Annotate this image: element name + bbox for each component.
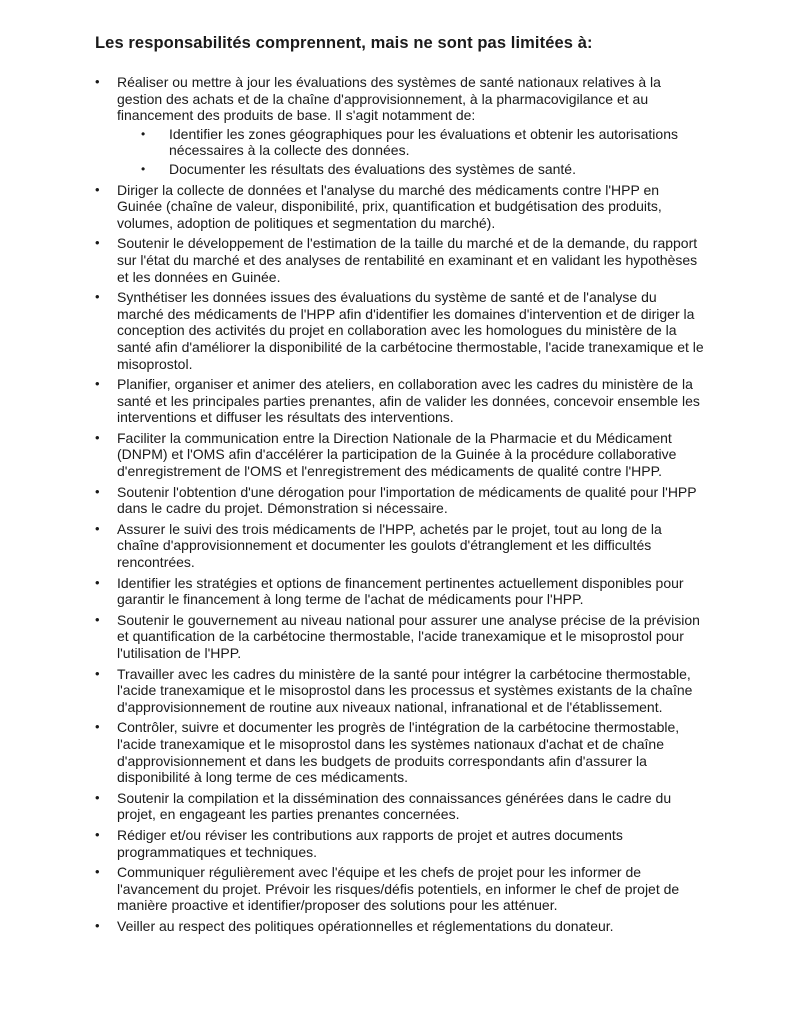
list-item bbox=[95, 484, 705, 517]
list-item-text: Soutenir l'obtention d'une dérogation pour l'importation de médicaments de qualité pour l'HPP dans le cadre du projet. Démonstration si nécessaire. bbox=[117, 483, 697, 517]
sub-list-item-text: Identifier les zones géographiques pour les évaluations et obtenir les autorisations nécessaires à la collecte des données. bbox=[169, 125, 678, 159]
list-item-text: Assurer le suivi des trois médicaments de l'HPP, achetés par le projet, tout au long de la chaîne d'approvisionnement et documenter les goulots d'étranglement et les difficultés rencontrées. bbox=[117, 520, 662, 571]
list-item-text: Contrôler, suivre et documenter les progrès de l'intégration de la carbétocine thermostable, l'acide tranexamique et le misoprostol dans les systèmes nationaux d'achat et de chaîne d'approvisionnement et dans les budgets de produits correspondants afin d'assurer la disponibilité à long terme de ces médicaments. bbox=[117, 719, 680, 786]
list-item bbox=[95, 790, 705, 823]
bullet-icon: • bbox=[95, 289, 100, 305]
list-item-text: Réaliser ou mettre à jour les évaluations des systèmes de santé nationaux relatives à la gestion des achats et de la chaîne d'approvisionnement, à la pharmacovigilance et au financement des produits de base. Il s'agit notamment de: bbox=[117, 74, 661, 124]
list-item bbox=[95, 575, 705, 608]
list-item bbox=[95, 612, 705, 662]
bullet-icon: • bbox=[95, 789, 100, 805]
sub-list-item bbox=[117, 161, 705, 178]
bullet-icon: • bbox=[95, 483, 100, 499]
bullet-icon: • bbox=[95, 235, 100, 251]
bullet-icon: • bbox=[95, 429, 100, 445]
list-item-text: Communiquer régulièrement avec l'équipe et les chefs de projet pour les informer de l'avancement du projet. Prévoir les risques/défis potentiels, en informer le chef de projet de manière proactive et identifier/proposer des solutions pour les atténuer. bbox=[117, 864, 680, 914]
list-item bbox=[95, 666, 705, 716]
bullet-icon: • bbox=[141, 161, 146, 176]
list-item bbox=[95, 864, 705, 914]
list-item-text: Identifier les stratégies et options de financement pertinentes actuellement disponibles pour garantir le financement à long terme de l'achat de médicaments pour l'HPP. bbox=[117, 574, 684, 608]
bullet-icon: • bbox=[95, 574, 100, 590]
bullet-icon: • bbox=[141, 126, 146, 141]
list-item bbox=[95, 376, 705, 426]
sub-list-item bbox=[117, 126, 705, 159]
bullet-icon: • bbox=[95, 520, 100, 536]
list-item bbox=[95, 827, 705, 860]
list-item-text: Rédiger et/ou réviser les contributions aux rapports de projet et autres documents programmatiques et techniques. bbox=[117, 826, 623, 860]
bullet-icon: • bbox=[95, 665, 100, 681]
bullet-icon: • bbox=[95, 719, 100, 735]
section-heading: Les responsabilités comprennent, mais ne sont pas limitées à: bbox=[95, 34, 593, 52]
bullet-icon: • bbox=[95, 917, 100, 933]
bullet-icon: • bbox=[95, 181, 100, 197]
bullet-icon: • bbox=[95, 826, 100, 842]
list-item-text: Soutenir le développement de l'estimation de la taille du marché et de la demande, du rapport sur l'état du marché et des analyses de rentabilité en examinant et en validant les hypothèses et les données en Guinée. bbox=[117, 235, 698, 285]
sub-list-item-text: Documenter les résultats des évaluations des systèmes de santé. bbox=[169, 160, 576, 177]
list-item-text: Diriger la collecte de données et l'analyse du marché des médicaments contre l'HPP en Guinée (chaîne de valeur, disponibilité, prix, quantification et budgétisation des produits, volumes, adoption de politiques et segmentation du marché). bbox=[117, 181, 662, 231]
bullet-icon: • bbox=[95, 376, 100, 392]
list-item bbox=[95, 719, 705, 785]
list-item bbox=[95, 521, 705, 571]
list-item-text: Travailler avec les cadres du ministère de la santé pour intégrer la carbétocine thermostable, l'acide tranexamique et le misoprostol dans les processus et systèmes existants de la chaîne d'approvisionnement de routine aux niveaux national, infranational et de l'établissement. bbox=[117, 665, 693, 715]
list-item bbox=[95, 289, 705, 372]
list-item bbox=[95, 74, 705, 178]
list-item-text: Soutenir le gouvernement au niveau national pour assurer une analyse précise de la prévision et quantification de la carbétocine thermostable, l'acide tranexamique et le misoprostol pour l'utilisation de l'HPP. bbox=[117, 611, 700, 661]
responsibilities-list bbox=[95, 74, 705, 939]
list-item-text: Planifier, organiser et animer des ateliers, en collaboration avec les cadres du ministère de la santé et les principales parties prenantes, afin de valider les données, concevoir ensemble les interventions et diffuser les résultats des interventions. bbox=[117, 376, 700, 426]
bullet-icon: • bbox=[95, 611, 100, 627]
bullet-icon: • bbox=[95, 864, 100, 880]
list-item-text: Synthétiser les données issues des évaluations du système de santé et de l'analyse du marché des médicaments de l'HPP afin d'identifier les domaines d'intervention et de diriger la conception des activités du projet en collaboration avec les homologues du ministère de la santé afin d'améliorer la disponibilité de la carbétocine thermostable, l'acide tranexamique et le misoprostol. bbox=[117, 289, 704, 372]
list-item bbox=[95, 918, 705, 935]
list-item bbox=[95, 235, 705, 285]
list-item bbox=[95, 430, 705, 480]
sub-list bbox=[117, 126, 705, 178]
list-item bbox=[95, 182, 705, 232]
list-item-text: Veiller au respect des politiques opérationnelles et réglementations du donateur. bbox=[117, 917, 614, 934]
bullet-icon: • bbox=[95, 74, 100, 89]
list-item-text: Faciliter la communication entre la Direction Nationale de la Pharmacie et du Médicament (DNPM) et l'OMS afin d'accélérer la participation de la Guinée à la procédure collaborative d'enregistrement de l'OMS et l'enregistrement des médicaments de qualité contre l'HPP. bbox=[117, 429, 677, 480]
list-item-text: Soutenir la compilation et la dissémination des connaissances générées dans le cadre du projet, en engageant les parties prenantes concernées. bbox=[117, 789, 672, 823]
